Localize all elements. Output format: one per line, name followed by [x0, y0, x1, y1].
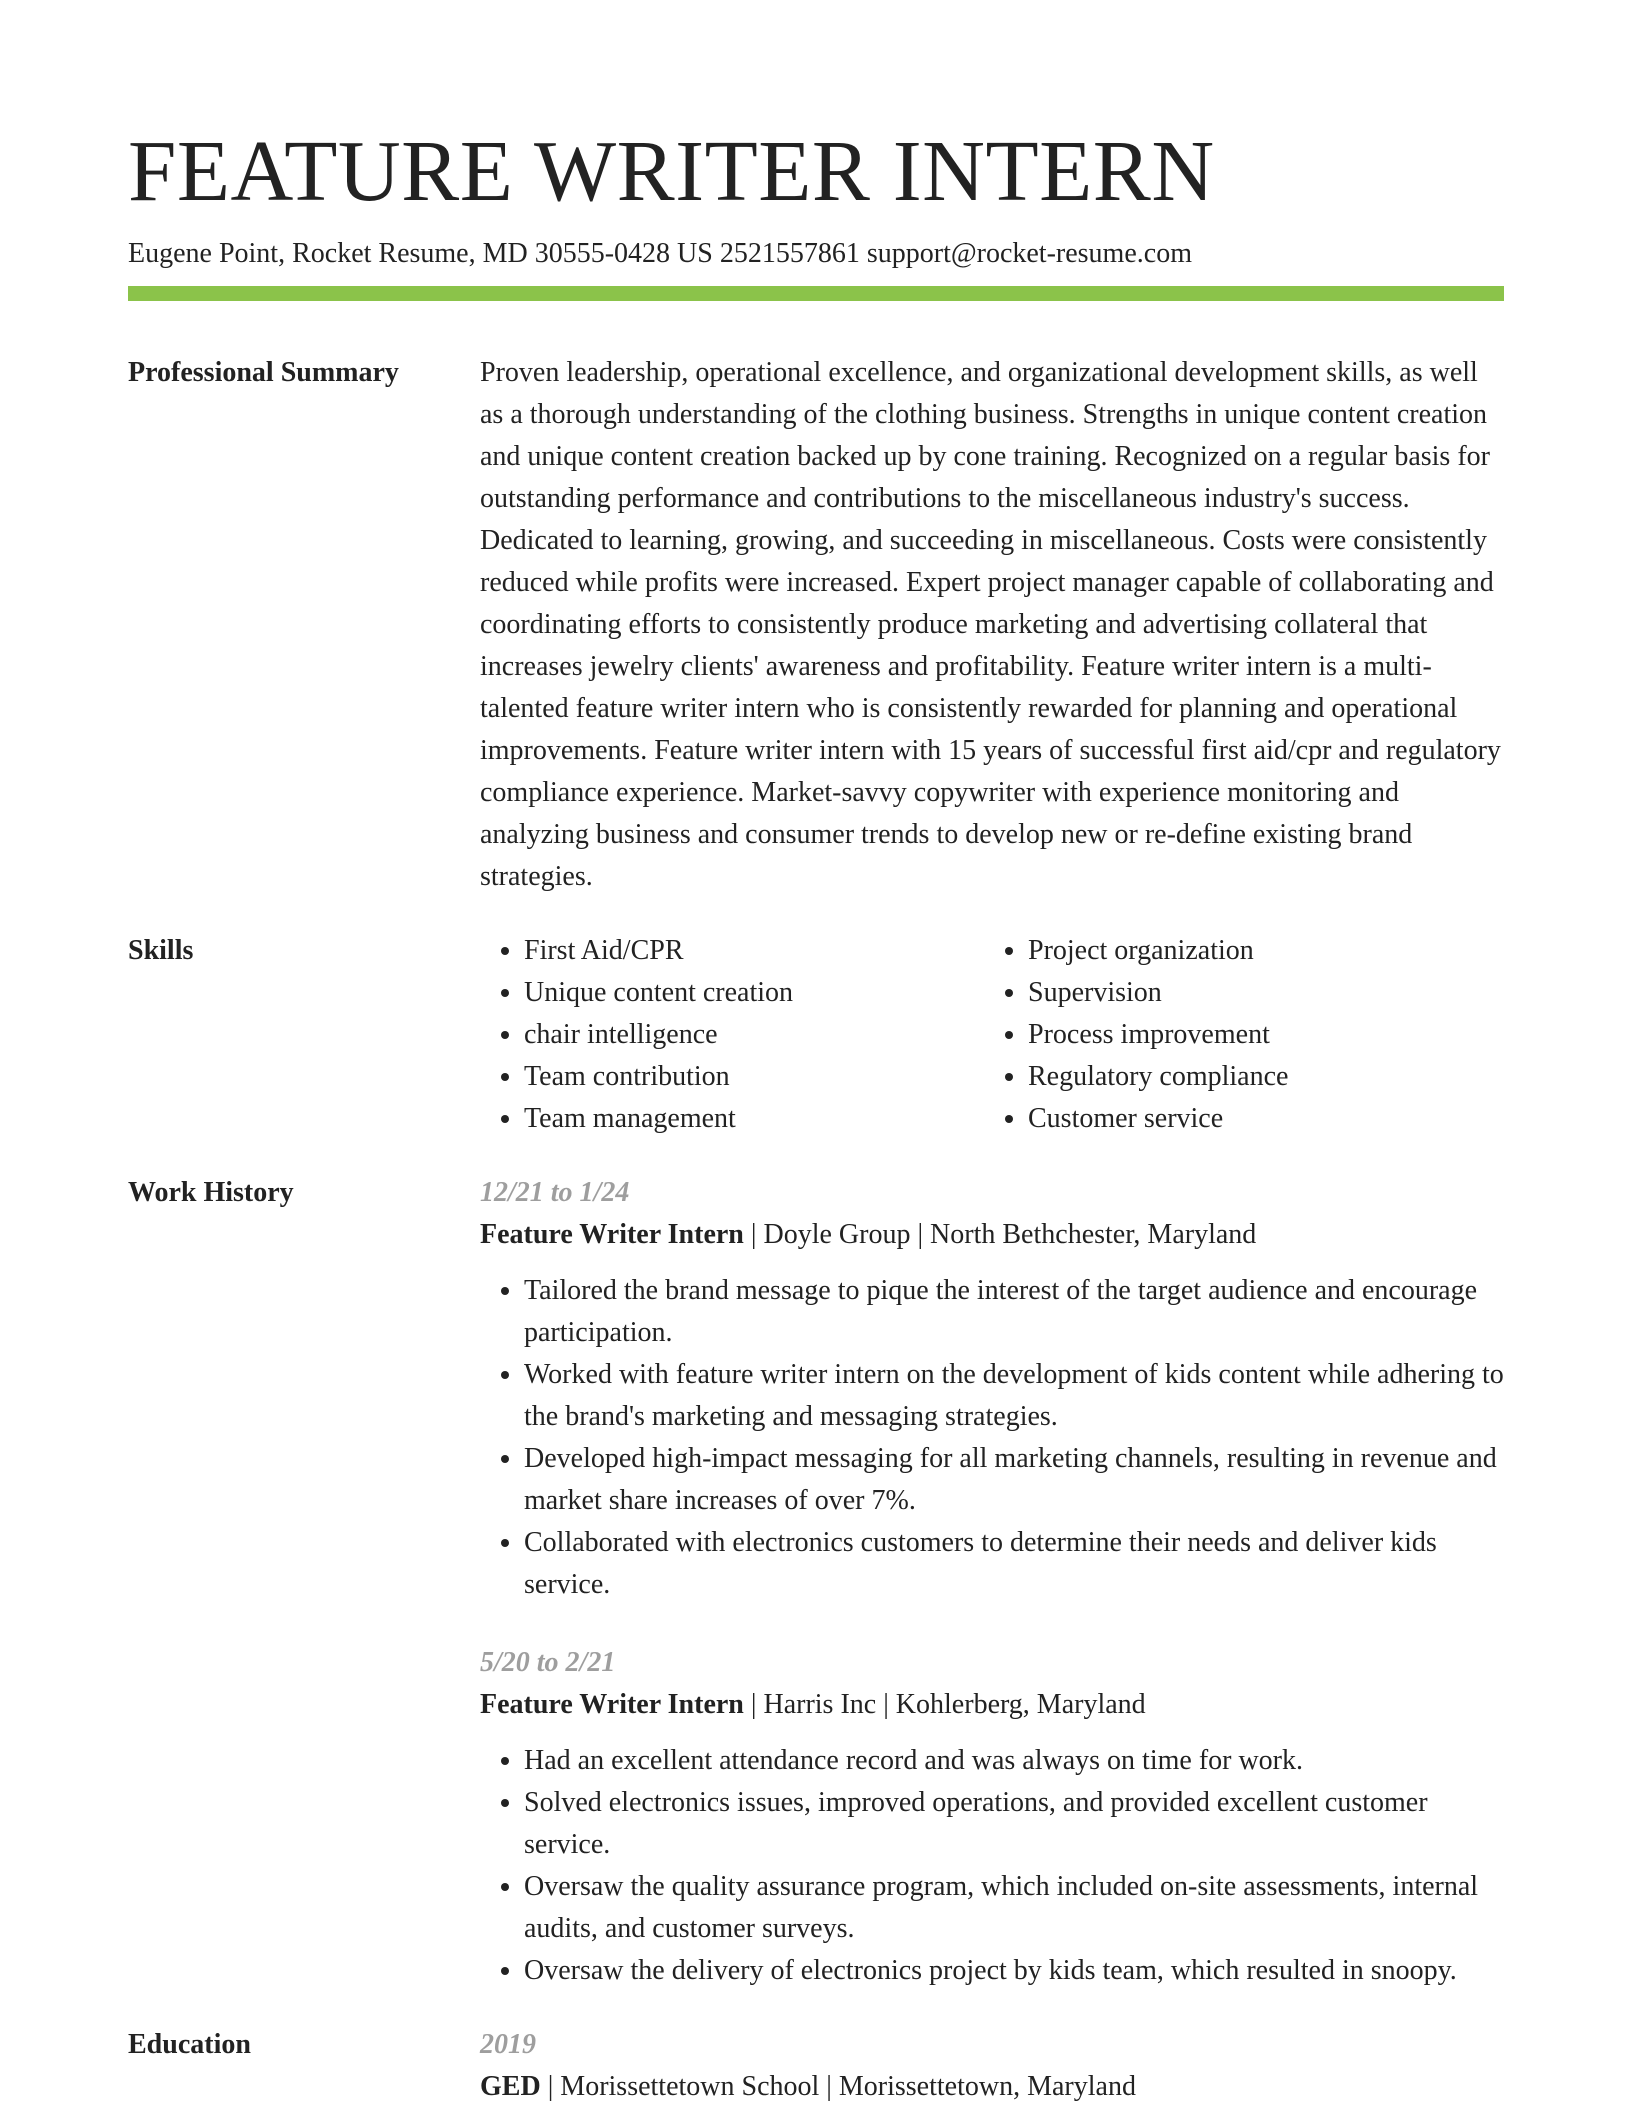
- skill-item: • First Aid/CPR: [524, 930, 984, 972]
- job-entry: [480, 1172, 1504, 1606]
- job-title-line: [480, 1684, 1504, 1726]
- resume-name: FEATURE WRITER INTERN: [128, 122, 1215, 219]
- summary-section: [128, 352, 1504, 898]
- education-heading: Education: [128, 2029, 251, 2060]
- education-details: | Morissettetown School | Morissettetown, Maryland: [540, 2071, 1136, 2102]
- job-details: | Doyle Group | North Bethchester, Maryland: [743, 1219, 1257, 1250]
- job-entry: [480, 1642, 1504, 1992]
- summary-text: Proven leadership, operational excellence, and organizational development skills, as well as a thorough understanding of the clothing business. Strengths in unique content creation and unique content creation backed up by cone training. Recognized on a regular basis for outstanding performance and contributions to the miscellaneous industry's success. Dedicated to learning, growing, and succeeding in miscellaneous. Costs were consistently reduced while profits were increased. Expert project manager capable of collaborating and coordinating efforts to consistently produce marketing and advertising collateral that increases jewelry clients' awareness and profitability. Feature writer intern is a multi-talented feature writer intern who is consistently rewarded for planning and operational improvements. Feature writer intern with 15 years of successful first aid/cpr and regulatory compliance experience. Market-savvy copywriter with experience monitoring and analyzing business and consumer trends to develop new or re-define existing brand strategies.: [480, 357, 1501, 892]
- skills-list-left: [480, 930, 984, 1140]
- job-role: Feature Writer Intern: [480, 1219, 744, 1250]
- skill-item: • Customer service: [1028, 1098, 1488, 1140]
- job-bullet: • Collaborated with electronics customers to determine their needs and deliver kids service.: [524, 1522, 1504, 1606]
- summary-heading: Professional Summary: [128, 357, 399, 388]
- skill-item: • Regulatory compliance: [1028, 1056, 1488, 1098]
- skills-heading: Skills: [128, 935, 194, 966]
- job-role: Feature Writer Intern: [480, 1689, 744, 1720]
- education-section: [128, 2024, 1504, 2108]
- job-bullet: • Worked with feature writer intern on the development of kids content while adhering to the brand's marketing and messaging strategies.: [524, 1354, 1504, 1438]
- work-history-heading: Work History: [128, 1177, 294, 1208]
- job-bullets: [480, 1270, 1504, 1606]
- job-bullet: • Oversaw the delivery of electronics project by kids team, which resulted in snoopy.: [524, 1950, 1504, 1992]
- skills-list-right: [984, 930, 1488, 1140]
- job-details: | Harris Inc | Kohlerberg, Maryland: [743, 1689, 1146, 1720]
- job-title-line: [480, 1214, 1504, 1256]
- work-history-section: [128, 1172, 1504, 1992]
- resume-sections: [128, 352, 1504, 2108]
- skill-item: • Team contribution: [524, 1056, 984, 1098]
- job-dates: 12/21 to 1/24: [480, 1177, 630, 1208]
- job-bullet: • Solved electronics issues, improved operations, and provided excellent customer service.: [524, 1782, 1504, 1866]
- skill-item: • Process improvement: [1028, 1014, 1488, 1056]
- job-bullet: • Developed high-impact messaging for all marketing channels, resulting in revenue and market share increases of over 7%.: [524, 1438, 1504, 1522]
- accent-divider: [128, 286, 1504, 301]
- skill-item: • Unique content creation: [524, 972, 984, 1014]
- skill-item: • Project organization: [1028, 930, 1488, 972]
- resume-header: [128, 118, 1504, 271]
- education-line: [480, 2066, 1504, 2108]
- skills-section: [128, 930, 1504, 1140]
- education-degree: GED: [480, 2071, 541, 2102]
- contact-line: Eugene Point, Rocket Resume, MD 30555-0428 US 2521557861 support@rocket-resume.com: [128, 238, 1192, 269]
- job-bullet: • Oversaw the quality assurance program, which included on-site assessments, internal audits, and customer surveys.: [524, 1866, 1504, 1950]
- job-bullet: • Had an excellent attendance record and was always on time for work.: [524, 1740, 1504, 1782]
- education-year: 2019: [480, 2029, 536, 2060]
- skill-item: • Team management: [524, 1098, 984, 1140]
- job-dates: 5/20 to 2/21: [480, 1647, 616, 1678]
- skill-item: • Supervision: [1028, 972, 1488, 1014]
- job-bullet: • Tailored the brand message to pique the interest of the target audience and encourage participation.: [524, 1270, 1504, 1354]
- skill-item: • chair intelligence: [524, 1014, 984, 1056]
- job-bullets: [480, 1740, 1504, 1992]
